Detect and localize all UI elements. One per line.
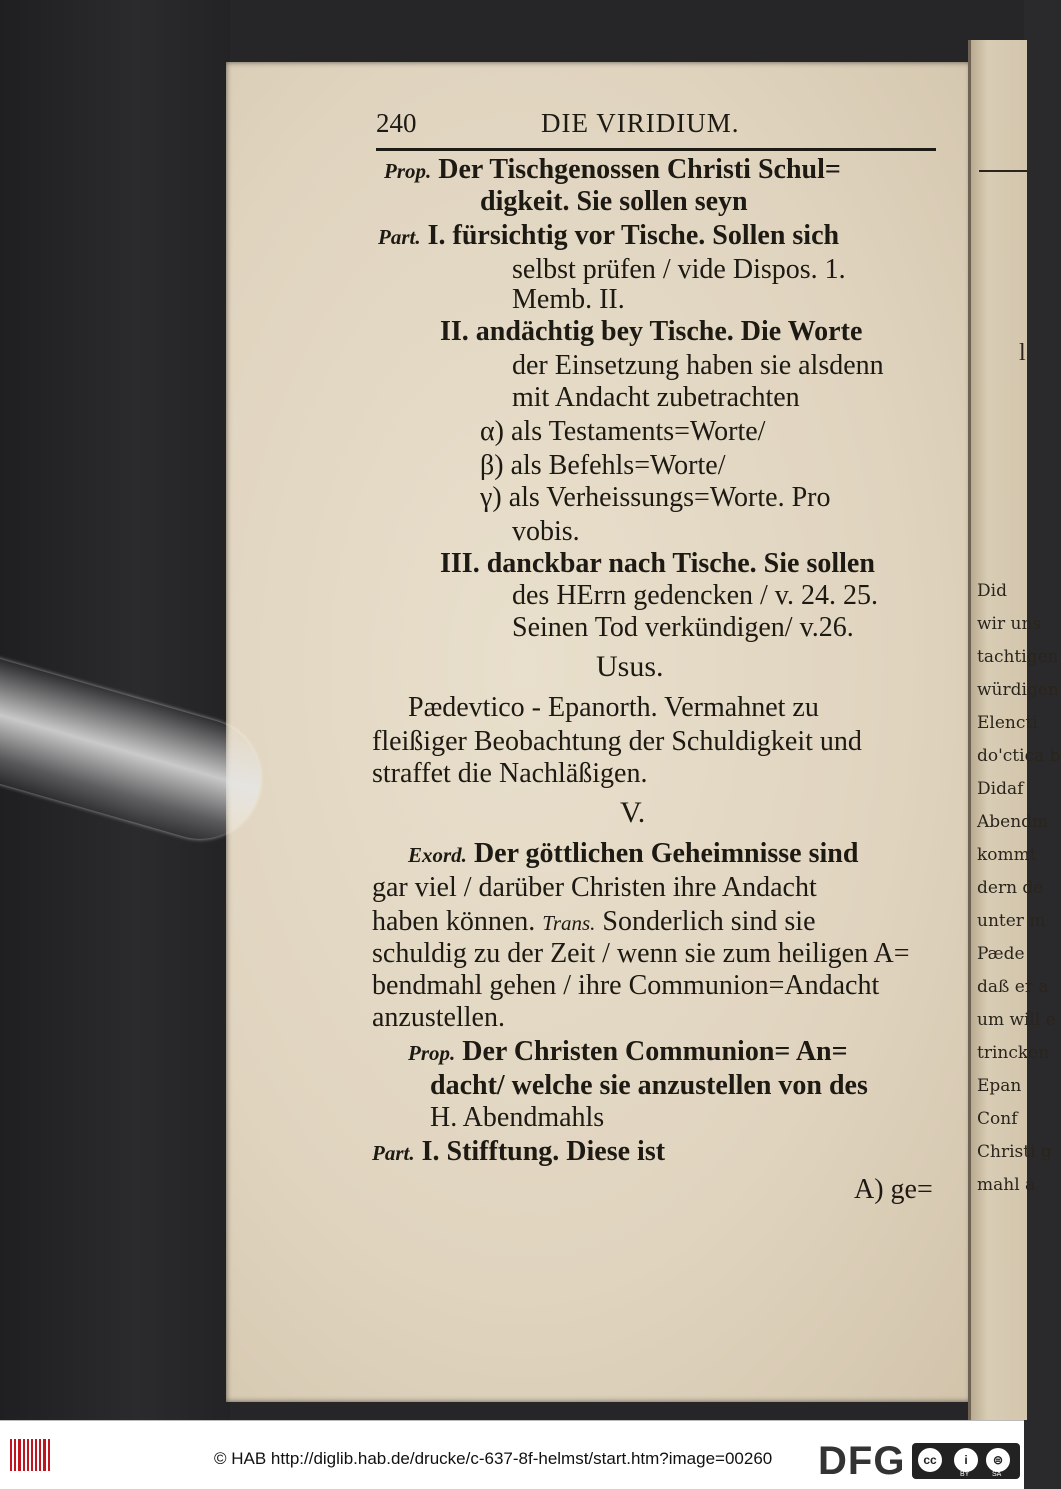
line-text: II. andächtig bey Tische. Die Worte [440, 316, 863, 347]
line-text: mit Andacht zubetrachten [512, 382, 800, 413]
neighbor-line: Epan [977, 1076, 1022, 1096]
line-text: schuldig zu der Zeit / wenn sie zum heiligen A= [372, 938, 910, 969]
line-text: H. Abendmahls [430, 1102, 605, 1133]
section-heading-usus [596, 650, 664, 684]
marginal-label: Exord. [408, 843, 467, 867]
line-text: Der Tischgenossen Christi Schul= [438, 154, 841, 185]
by-label: BY [960, 1471, 970, 1478]
hab-barcode-logo [10, 1439, 50, 1471]
text-line-15 [512, 612, 854, 644]
running-title: DIE VIRIDIUM. [541, 108, 740, 138]
catchword [854, 1174, 933, 1206]
neighbor-line: Did [977, 581, 1007, 601]
text-line-14 [512, 580, 878, 612]
text-line-22 [372, 872, 817, 904]
text-line-19 [372, 758, 647, 790]
neighbor-line: wir uns [977, 614, 1042, 634]
line-text: Sonderlich sind sie [602, 906, 816, 937]
marginal-label: Prop. [408, 1041, 456, 1065]
text-line-6 [440, 316, 862, 348]
neighbor-line: Christi g [977, 1142, 1052, 1162]
line-text: des HErrn gedencken / v. 24. 25. [512, 580, 878, 611]
line-text: Usus. [596, 650, 664, 683]
dfg-logo: DFG [818, 1439, 906, 1483]
neighbor-line: um will e [977, 1010, 1056, 1030]
text-line-8 [512, 382, 800, 414]
text-line-29 [430, 1102, 604, 1134]
neighbor-line: würdigen [977, 680, 1059, 700]
text-line-23 [372, 906, 816, 938]
neighbor-page-edge [968, 40, 1061, 1420]
line-text: vobis. [512, 516, 580, 547]
line-text: Der Christen Communion= An= [462, 1036, 848, 1067]
cc-icon: cc [916, 1446, 944, 1474]
by-icon: i [952, 1446, 980, 1474]
neighbor-line: kommt [977, 845, 1037, 865]
footer-bar [0, 1420, 1024, 1489]
text-line-25 [372, 970, 879, 1002]
line-text: fleißiger Beobachtung der Schuldigkeit und [372, 726, 862, 757]
line-text: Pædevtico - Epanorth. Vermahnet zu [408, 692, 819, 723]
text-line-12 [512, 516, 580, 548]
neighbor-line: Elencti [977, 713, 1038, 733]
marginal-label: Trans. [542, 911, 596, 935]
line-text: β) als Befehls=Worte/ [480, 450, 726, 481]
line-text: V. [620, 796, 646, 829]
neighbor-line: Conf [977, 1109, 1018, 1129]
text-line-30 [372, 1136, 665, 1168]
text-line-13 [440, 548, 875, 580]
text-line-5 [512, 284, 625, 316]
text-line-17 [408, 692, 819, 724]
line-text: dacht/ welche sie anzustellen von des [430, 1070, 868, 1101]
line-text: III. danckbar nach Tische. Sie sollen [440, 548, 875, 579]
line-text: A) ge= [854, 1174, 933, 1205]
header-rule [376, 148, 936, 151]
neighbor-header-rule [979, 170, 1027, 172]
text-line-7 [512, 350, 884, 382]
neighbor-line: Abendm [977, 812, 1049, 832]
marginal-label: Part. [378, 225, 421, 249]
line-text: digkeit. Sie sollen seyn [480, 186, 748, 217]
sa-label: SA [992, 1471, 1002, 1478]
text-line-18 [372, 726, 862, 758]
line-text: bendmahl gehen / ihre Communion=Andacht [372, 970, 880, 1001]
line-text: der Einsetzung haben sie alsdenn [512, 350, 884, 381]
line-text: Seinen Tod verkündigen/ v.26. [512, 612, 854, 643]
text-line-9 [480, 416, 765, 448]
line-text: selbst prüfen / vide Dispos. 1. [512, 254, 846, 285]
line-text: Der göttlichen Geheimnisse sind [473, 838, 859, 869]
text-line-11 [480, 482, 830, 514]
section-heading-v [620, 796, 645, 830]
text-line-28 [430, 1070, 868, 1102]
cc-license-badge[interactable] [912, 1443, 1020, 1479]
neighbor-line: trincken [977, 1043, 1050, 1063]
line-text: anzustellen. [372, 1002, 505, 1033]
neighbor-line: unter m [977, 911, 1046, 931]
text-line-3 [378, 220, 839, 252]
text-line-10 [480, 450, 726, 482]
copyright-link[interactable]: © HAB http://diglib.hab.de/drucke/c-637-8f-helmst/start.htm?image=00260 [214, 1449, 773, 1468]
neighbor-line: daß er a [977, 977, 1049, 997]
text-line-27 [408, 1036, 848, 1068]
line-text: I. Stifftung. Diese ist [421, 1136, 666, 1167]
book-page [226, 62, 971, 1402]
neighbor-line: do'ctica b [977, 746, 1061, 766]
marginal-label: Prop. [384, 159, 432, 183]
text-line-4 [512, 254, 846, 286]
line-text: Memb. II. [512, 284, 625, 315]
line-text: α) als Testaments=Worte/ [480, 416, 766, 447]
neighbor-text [977, 575, 1061, 1202]
neighbor-line: Pæde [977, 944, 1025, 964]
neighbor-line: tachtigen [977, 647, 1059, 667]
line-text: gar viel / darüber Christen ihre Andacht [372, 872, 817, 903]
text-line-21 [408, 838, 858, 870]
text-line-26 [372, 1002, 505, 1034]
text-line-1 [384, 154, 841, 186]
text-line-24 [372, 938, 910, 970]
sa-icon: ⊜ [984, 1446, 1012, 1474]
line-text: I. fürsichtig vor Tische. Sollen sich [427, 220, 840, 251]
line-text: haben können. [372, 906, 536, 937]
neighbor-line: dern de [977, 878, 1044, 898]
neighbor-line: Didaf [977, 779, 1024, 799]
text-line-2 [480, 186, 748, 218]
marginal-label: Part. [372, 1141, 415, 1165]
neighbor-line: mahl a [977, 1175, 1036, 1195]
neighbor-mark: l [1019, 340, 1026, 366]
line-text: γ) als Verheissungs=Worte. Pro [480, 482, 831, 513]
page-number: 240 [376, 108, 417, 138]
line-text: straffet die Nachläßigen. [372, 758, 648, 789]
